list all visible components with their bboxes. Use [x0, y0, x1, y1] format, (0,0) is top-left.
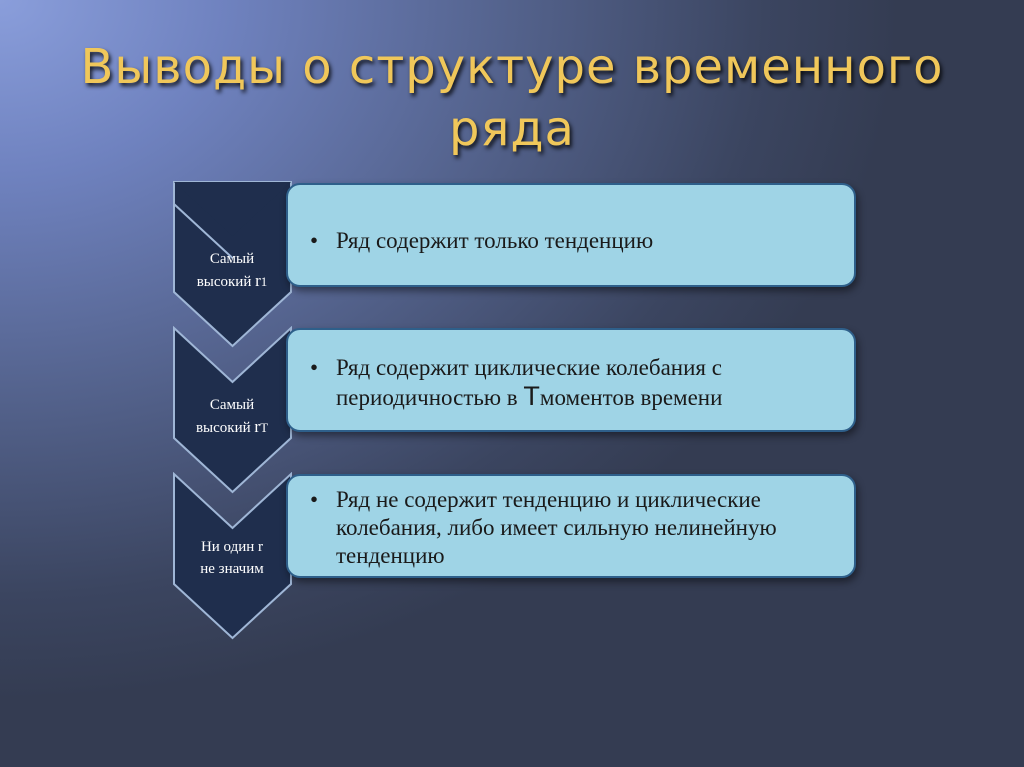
step-2: [0, 326, 1024, 496]
step-2-label-line-2: [172, 416, 292, 439]
step-1-label-text: высокий: [196, 274, 256, 290]
step-2-label-sub: T: [260, 420, 269, 435]
step-3-label-line-2: не значим: [200, 561, 264, 577]
step-2-bullet-symbol: T: [523, 381, 540, 411]
step-2-bullet-text-b: моментов времени: [539, 385, 723, 410]
step-1-label-symbol: r: [255, 271, 261, 290]
slide-title-line-2: ряда: [449, 101, 575, 157]
step-3: [0, 472, 1024, 642]
bullet-dot-icon: •: [310, 228, 319, 253]
bullet-dot-icon: •: [310, 487, 319, 512]
step-1-box: [286, 183, 856, 287]
step-3-bullet: [310, 486, 838, 570]
step-2-bullet: [310, 354, 838, 412]
step-1-label-line-2: [172, 270, 292, 293]
step-1-bullet-text: Ряд содержит только тенденцию: [336, 228, 654, 253]
bullet-dot-icon: •: [310, 355, 319, 380]
step-3-bullet-text: Ряд не содержит тенденцию и циклические колебания, либо имеет сильную нелинейную тенденцию: [336, 487, 777, 568]
step-1-label-line-1: Самый: [209, 251, 255, 267]
slide-title-line-1: Выводы о структуре временного: [80, 39, 944, 95]
step-1-bullet: [310, 227, 838, 255]
slide-title: [0, 36, 1024, 160]
step-1-label: [172, 248, 292, 293]
step-2-box: [286, 328, 856, 432]
step-2-label-text: высокий: [195, 420, 255, 436]
step-1-label-sub: 1: [260, 274, 268, 289]
step-3-label: [172, 536, 292, 580]
step-2-label: [172, 394, 292, 439]
step-1: [0, 180, 1024, 350]
step-3-box: [286, 474, 856, 578]
step-3-label-line-1: Ни один r: [200, 539, 264, 555]
step-2-label-line-1: Самый: [209, 397, 255, 413]
step-2-label-symbol: r: [254, 417, 261, 436]
step-2-bullet-text-a: Ряд содержит циклические колебания с периодичностью в: [336, 355, 722, 410]
